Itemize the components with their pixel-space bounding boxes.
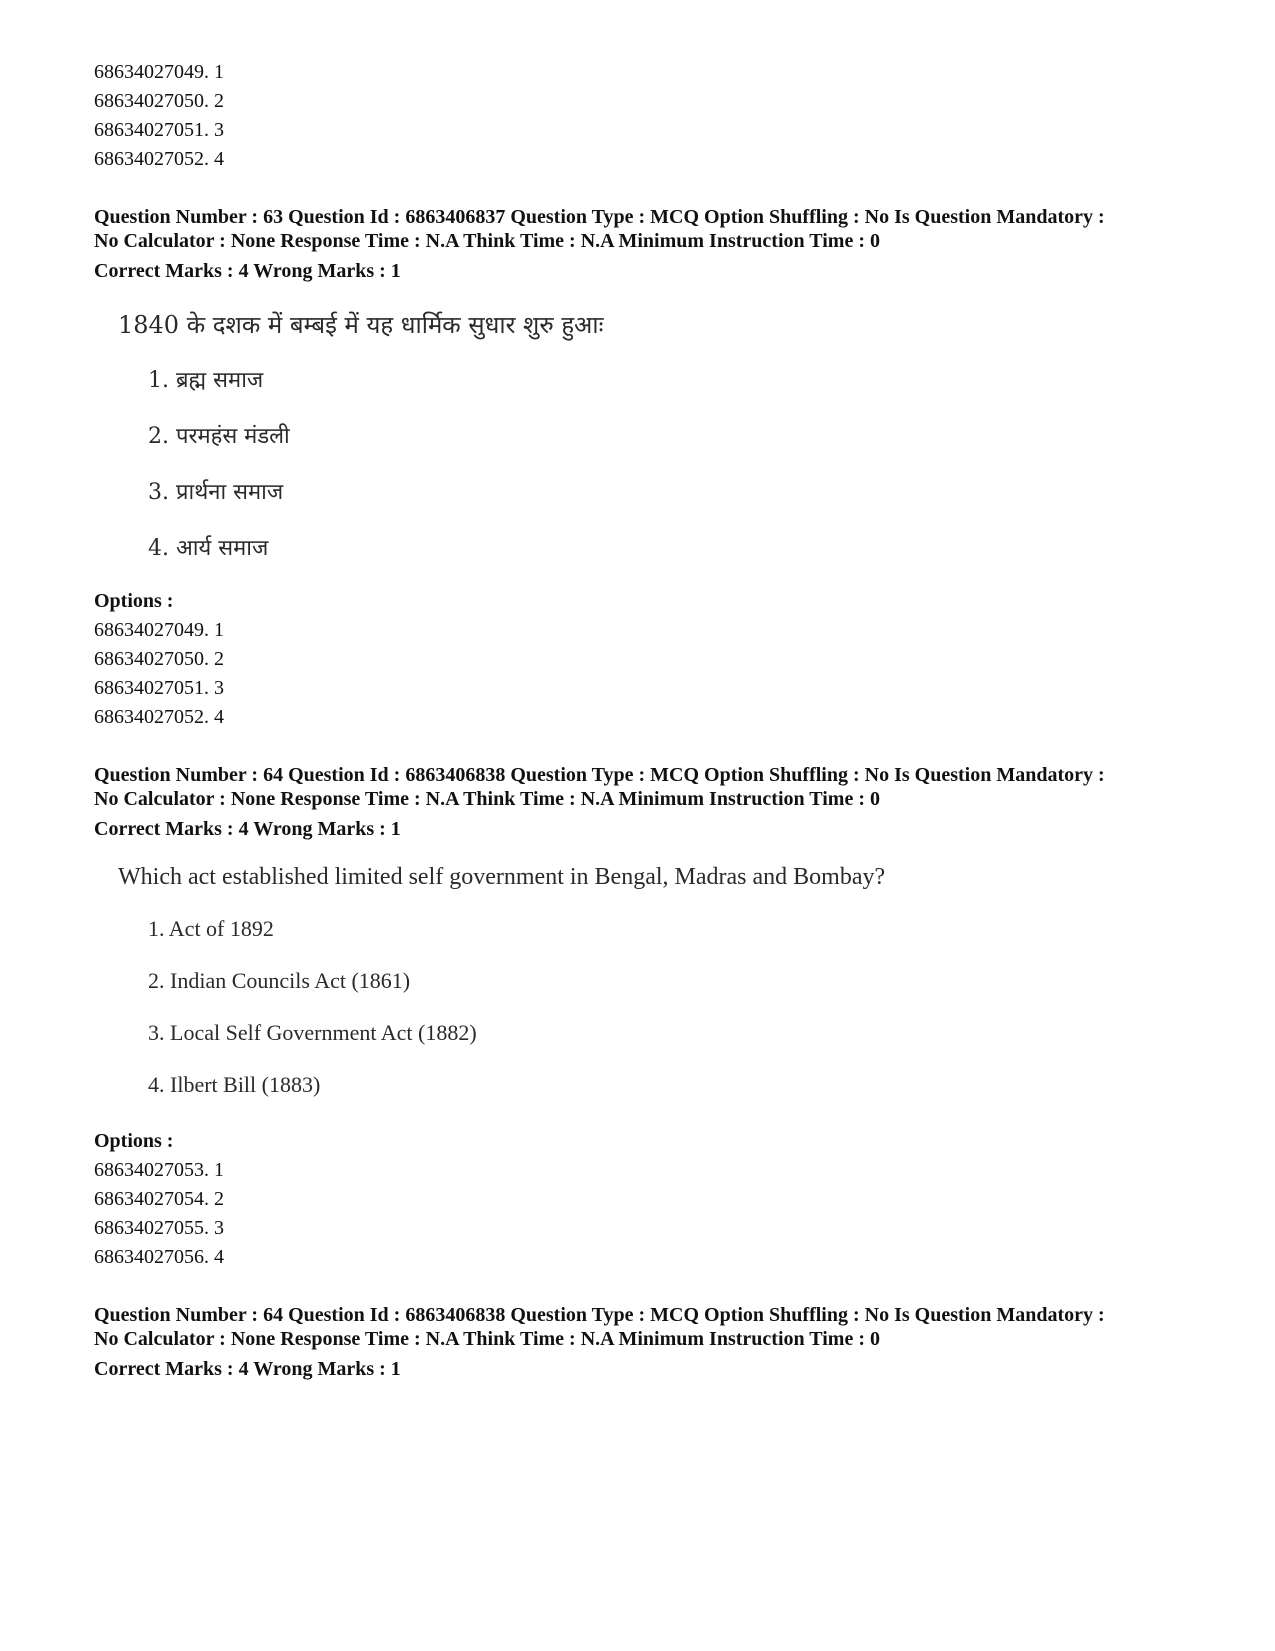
question-marks: Correct Marks : 4 Wrong Marks : 1: [94, 818, 401, 840]
option-id-line: 68634027052. 4: [94, 706, 224, 728]
question-choice: 3. प्रार्थना समाज: [148, 480, 284, 505]
option-id-line: 68634027052. 4: [94, 148, 224, 170]
question-meta-line-1: Question Number : 63 Question Id : 6863406837 Question Type : MCQ Option Shuffling : No Is Question Mandatory :: [94, 206, 1105, 228]
question-meta-line-2: No Calculator : None Response Time : N.A Think Time : N.A Minimum Instruction Time : 0: [94, 230, 880, 252]
question-text: 1840 के दशक में बम्बई में यह धार्मिक सुधार शुरु हुआः: [118, 311, 604, 339]
question-64b-header: [94, 1303, 1214, 1383]
option-id-line: 68634027050. 2: [94, 90, 224, 112]
question-choice: 2. परमहंस मंडली: [148, 424, 290, 449]
question-choice: 4. Ilbert Bill (1883): [148, 1072, 321, 1097]
option-id-line: 68634027049. 1: [94, 619, 224, 641]
option-id-line: 68634027053. 1: [94, 1159, 224, 1181]
question-63-options: [94, 587, 1214, 732]
options-label: Options :: [94, 1130, 174, 1152]
question-63-header: [94, 205, 1214, 285]
options-label: Options :: [94, 590, 174, 612]
question-text: Which act established limited self government in Bengal, Madras and Bombay?: [118, 864, 886, 890]
question-choice: 3. Local Self Government Act (1882): [148, 1020, 477, 1045]
question-choice: 1. Act of 1892: [148, 916, 274, 941]
option-id-line: 68634027050. 2: [94, 648, 224, 670]
question-63-image: [118, 310, 603, 564]
option-id-line: 68634027049. 1: [94, 61, 224, 83]
question-64-image: [118, 862, 885, 1100]
question-marks: Correct Marks : 4 Wrong Marks : 1: [94, 1358, 401, 1380]
option-id-line: 68634027055. 3: [94, 1217, 224, 1239]
question-choice: 2. Indian Councils Act (1861): [148, 968, 411, 993]
question-64-options: [94, 1127, 1214, 1272]
question-meta-line-2: No Calculator : None Response Time : N.A Think Time : N.A Minimum Instruction Time : 0: [94, 1328, 880, 1350]
question-meta-line-1: Question Number : 64 Question Id : 6863406838 Question Type : MCQ Option Shuffling : No Is Question Mandatory :: [94, 1304, 1105, 1326]
option-id-line: 68634027054. 2: [94, 1188, 224, 1210]
question-meta-line-2: No Calculator : None Response Time : N.A Think Time : N.A Minimum Instruction Time : 0: [94, 788, 880, 810]
option-id-line: 68634027051. 3: [94, 677, 224, 699]
question-marks: Correct Marks : 4 Wrong Marks : 1: [94, 260, 401, 282]
question-64-header: [94, 763, 1214, 843]
option-id-line: 68634027056. 4: [94, 1246, 224, 1268]
previous-options-list: [94, 58, 1214, 174]
option-id-line: 68634027051. 3: [94, 119, 224, 141]
question-choice: 4. आर्य समाज: [148, 536, 269, 561]
question-choice: 1. ब्रह्म समाज: [148, 368, 264, 393]
question-meta-line-1: Question Number : 64 Question Id : 6863406838 Question Type : MCQ Option Shuffling : No Is Question Mandatory :: [94, 764, 1105, 786]
